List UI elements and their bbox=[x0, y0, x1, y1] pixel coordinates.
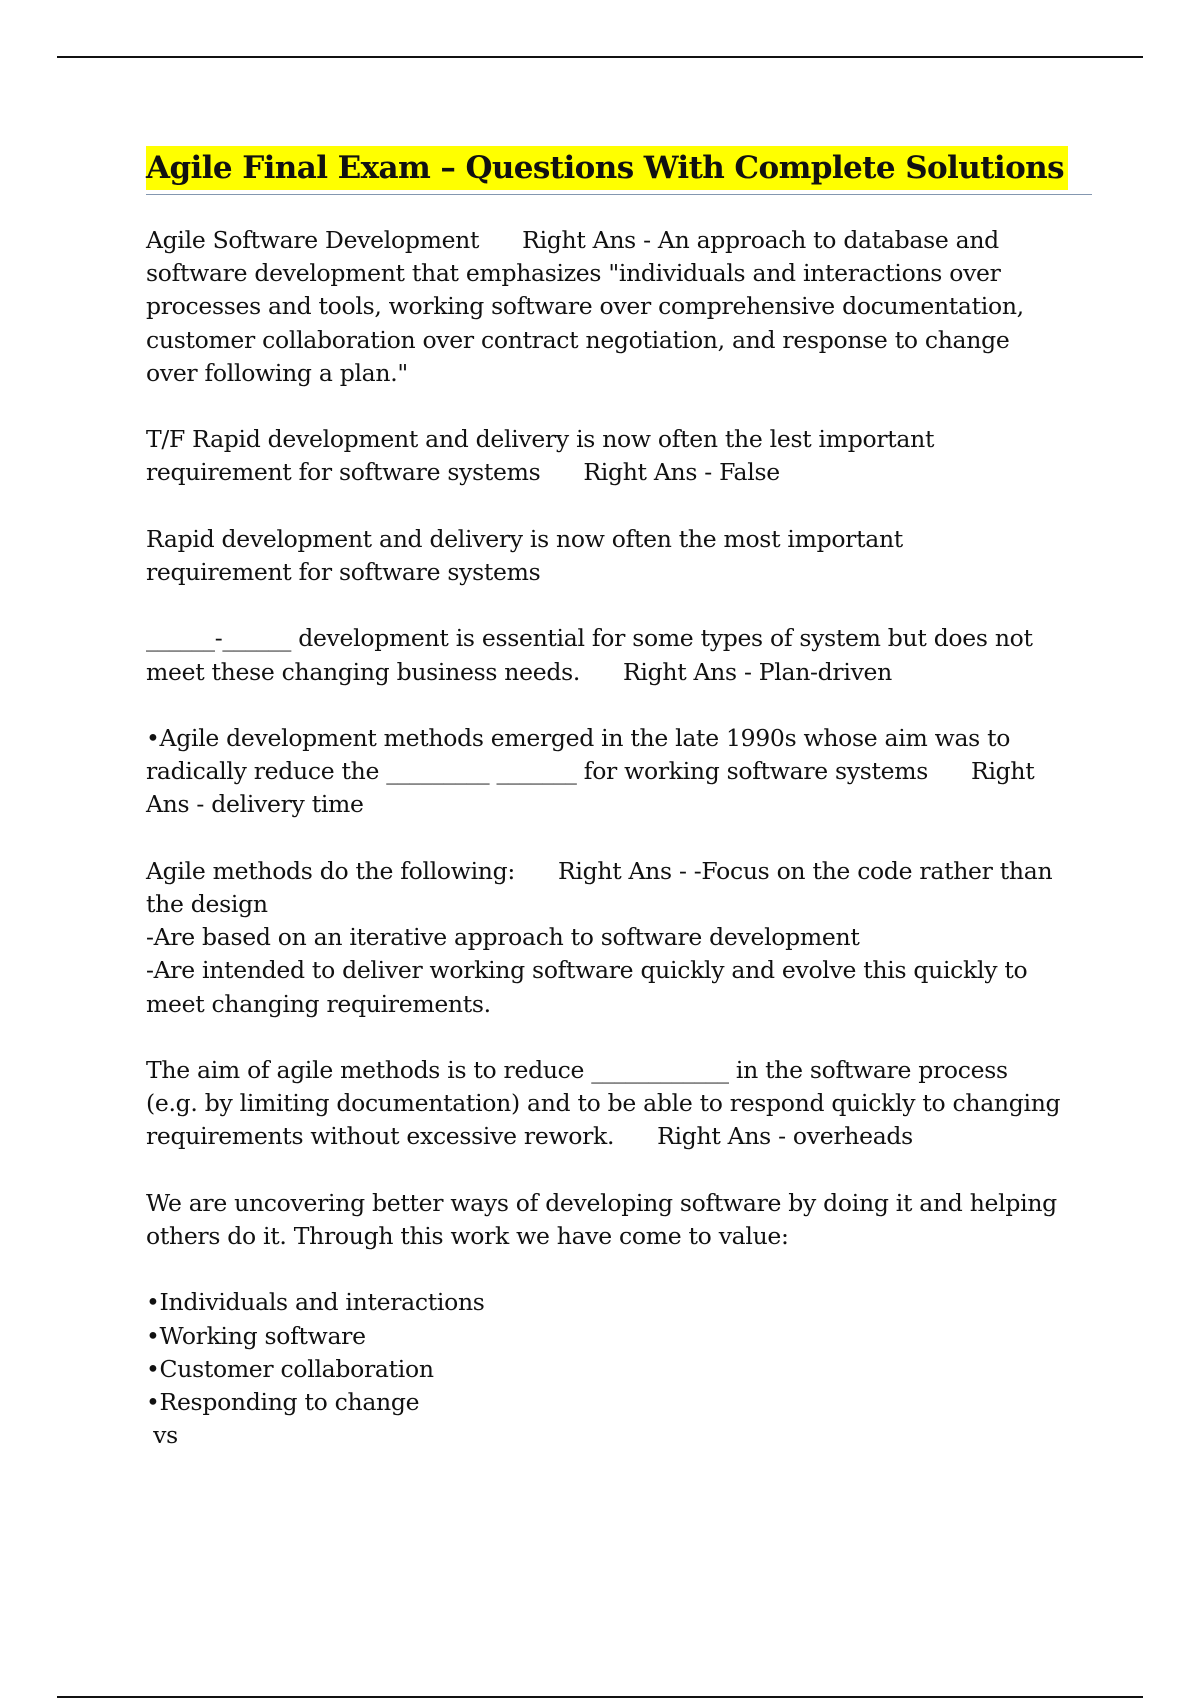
text-line: customer collaboration over contract negotiation, and response to change bbox=[146, 325, 1010, 354]
text-line: the design bbox=[146, 889, 268, 918]
text-line: (e.g. by limiting documentation) and to be able to respond quickly to changing bbox=[146, 1089, 1061, 1118]
qa-paragraph bbox=[146, 1286, 1092, 1452]
text-line: •Working software bbox=[146, 1321, 366, 1350]
text-line: •Agile development methods emerged in the late 1990s whose aim was to bbox=[146, 723, 1011, 752]
text-line: Agile methods do the following: Right Ans - -Focus on the code rather than bbox=[146, 856, 1053, 885]
text-line: over following a plan." bbox=[146, 358, 408, 387]
text-line: software development that emphasizes "individuals and interactions over bbox=[146, 259, 1001, 288]
text-line: meet changing requirements. bbox=[146, 989, 491, 1018]
text-line: requirement for software systems Right Ans - False bbox=[146, 458, 780, 487]
qa-paragraph bbox=[146, 622, 1092, 688]
text-line: ______-______ development is essential for some types of system but does not bbox=[146, 624, 1033, 653]
text-line: •Individuals and interactions bbox=[146, 1288, 485, 1317]
text-line: •Responding to change bbox=[146, 1387, 420, 1416]
text-line: The aim of agile methods is to reduce ____________ in the software process bbox=[146, 1055, 1008, 1084]
text-line: T/F Rapid development and delivery is now often the lest important bbox=[146, 425, 935, 454]
text-line: Agile Software Development Right Ans - An approach to database and bbox=[146, 226, 999, 254]
text-line: -Are based on an iterative approach to software development bbox=[146, 923, 860, 952]
text-line: processes and tools, working software over comprehensive documentation, bbox=[146, 292, 1024, 321]
qa-paragraph bbox=[146, 523, 1092, 589]
text-line: meet these changing business needs. Right Ans - Plan-driven bbox=[146, 657, 892, 686]
footer-rule bbox=[57, 1696, 1143, 1698]
qa-paragraph bbox=[146, 1054, 1092, 1154]
text-line: Ans - delivery time bbox=[146, 790, 364, 819]
page-title: Agile Final Exam – Questions With Complete Solutions bbox=[146, 146, 1068, 190]
text-line: -Are intended to deliver working software quickly and evolve this quickly to bbox=[146, 956, 1028, 985]
qa-paragraph bbox=[146, 722, 1092, 822]
qa-paragraph bbox=[146, 224, 1092, 390]
qa-paragraph bbox=[146, 423, 1092, 489]
qa-paragraph bbox=[146, 1187, 1092, 1253]
text-line: requirements without excessive rework. Right Ans - overheads bbox=[146, 1122, 913, 1151]
text-line: We are uncovering better ways of developing software by doing it and helping bbox=[146, 1188, 1057, 1217]
title-block bbox=[146, 146, 1092, 195]
qa-list bbox=[146, 224, 1092, 1452]
text-line: others do it. Through this work we have come to value: bbox=[146, 1221, 789, 1250]
qa-paragraph bbox=[146, 855, 1092, 1021]
document-body bbox=[146, 146, 1092, 1486]
text-line: •Customer collaboration bbox=[146, 1354, 434, 1383]
text-line: requirement for software systems bbox=[146, 558, 541, 586]
text-line: vs bbox=[146, 1421, 178, 1450]
header-rule bbox=[57, 56, 1143, 58]
text-line: radically reduce the _________ _______ for working software systems Right bbox=[146, 757, 1035, 786]
text-line: Rapid development and delivery is now often the most important bbox=[146, 524, 903, 553]
